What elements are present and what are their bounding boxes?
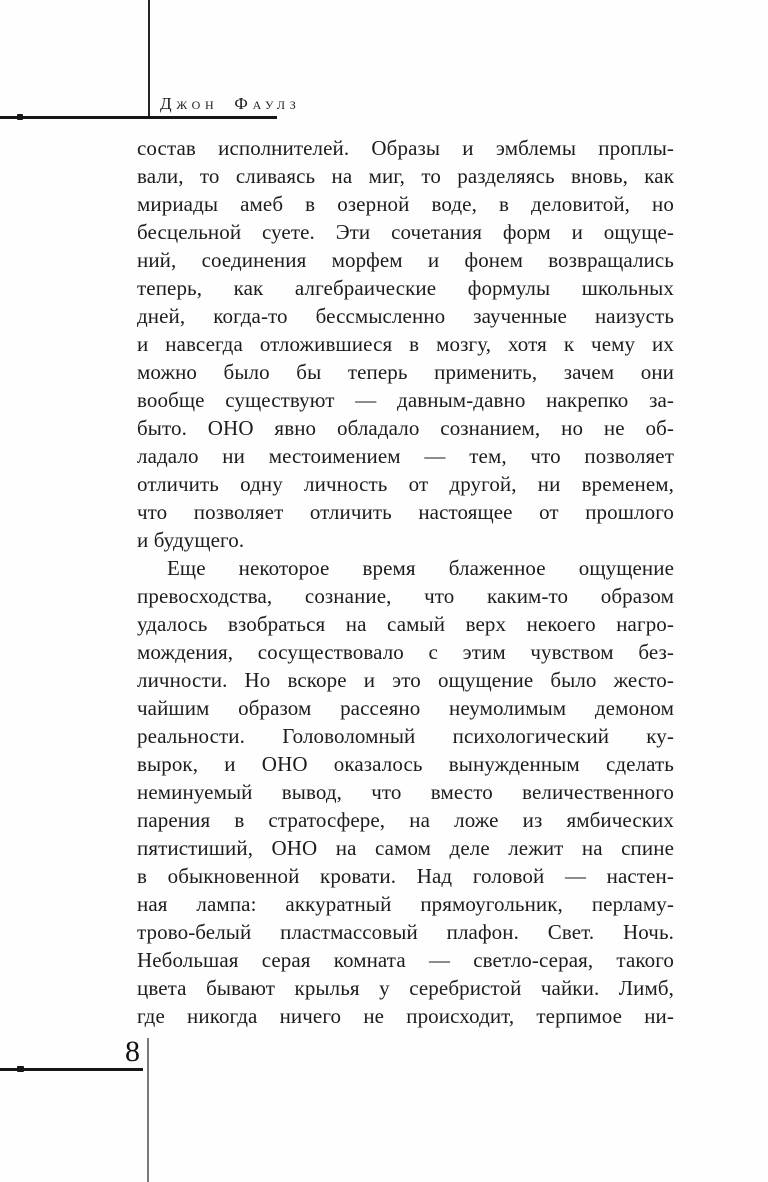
text-line: личности. Но вскоре и это ощущение было жесто- <box>137 668 674 692</box>
header-rule <box>0 116 277 119</box>
text-line: что позволяет отличить настоящее от прошлого <box>137 500 674 524</box>
text-line: дней, когда-то бессмысленно заученные наизусть <box>137 304 674 328</box>
text-line: парения в стратосфере, на ложе из ямбических <box>137 808 674 832</box>
text-line: пятистиший, ОНО на самом деле лежит на спине <box>137 836 674 860</box>
bottom-margin-vertical-rule <box>147 1038 149 1182</box>
text-line: ная лампа: аккуратный прямоугольник, перламу- <box>137 892 674 916</box>
text-line: где никогда ничего не происходит, терпимое ни- <box>137 1004 674 1028</box>
text-line: неминуемый вывод, что вместо величественного <box>137 780 674 804</box>
footer-rule-mark <box>17 1066 24 1072</box>
text-line: вообще существуют — давным-давно накрепко за- <box>137 388 674 412</box>
header-rule-mark <box>17 114 23 120</box>
text-line: трово-белый пластмассовый плафон. Свет. Ночь. <box>137 920 674 944</box>
paragraph <box>137 554 674 1030</box>
text-line: и навсегда отложившиеся в мозгу, хотя к чему их <box>137 332 674 356</box>
text-line: вали, то сливаясь на миг, то разделяясь вновь, как <box>137 164 674 188</box>
text-line: превосходства, сознание, что каким-то образом <box>137 584 674 608</box>
text-line: и будущего. <box>137 528 245 552</box>
text-line: мождения, сосуществовало с этим чувством без- <box>137 640 674 664</box>
paragraph <box>137 134 674 554</box>
text-line: удалось взобраться на самый верх некоего нагро- <box>137 612 674 636</box>
text-line: быто. ОНО явно обладало сознанием, но не об- <box>137 416 674 440</box>
text-line: ний, соединения морфем и фонем возвращались <box>137 248 674 272</box>
text-line: Еще некоторое время блаженное ощущение <box>167 556 674 580</box>
text-line: чайшим образом рассеяно неумолимым демоном <box>137 696 674 720</box>
text-line: теперь, как алгебраические формулы школьных <box>137 276 674 300</box>
text-line: ладало ни местоимением — тем, что позволяет <box>137 444 674 468</box>
text-line: состав исполнителей. Образы и эмблемы проплы- <box>137 136 674 160</box>
text-line: бесцельной суете. Эти сочетания форм и ощуще- <box>137 220 674 244</box>
text-line: мириады амеб в озерной воде, в деловитой, но <box>137 192 674 216</box>
text-line: отличить одну личность от другой, ни временем, <box>137 472 674 496</box>
text-line: цвета бывают крылья у серебристой чайки. Лимб, <box>137 976 674 1000</box>
text-line: вырок, и ОНО оказалось вынужденным сделать <box>137 752 674 776</box>
text-line: можно было бы теперь применить, зачем они <box>137 360 674 384</box>
text-line: Небольшая серая комната — светло-серая, такого <box>137 948 674 972</box>
page-number: 8 <box>125 1035 140 1068</box>
running-head-author: Джон Фаулз <box>160 94 301 113</box>
top-margin-vertical-rule <box>148 0 150 118</box>
page-text <box>137 134 674 1030</box>
text-line: в обыкновенной кровати. Над головой — настен- <box>137 864 674 888</box>
text-line: реальности. Головоломный психологический ку- <box>137 724 674 748</box>
